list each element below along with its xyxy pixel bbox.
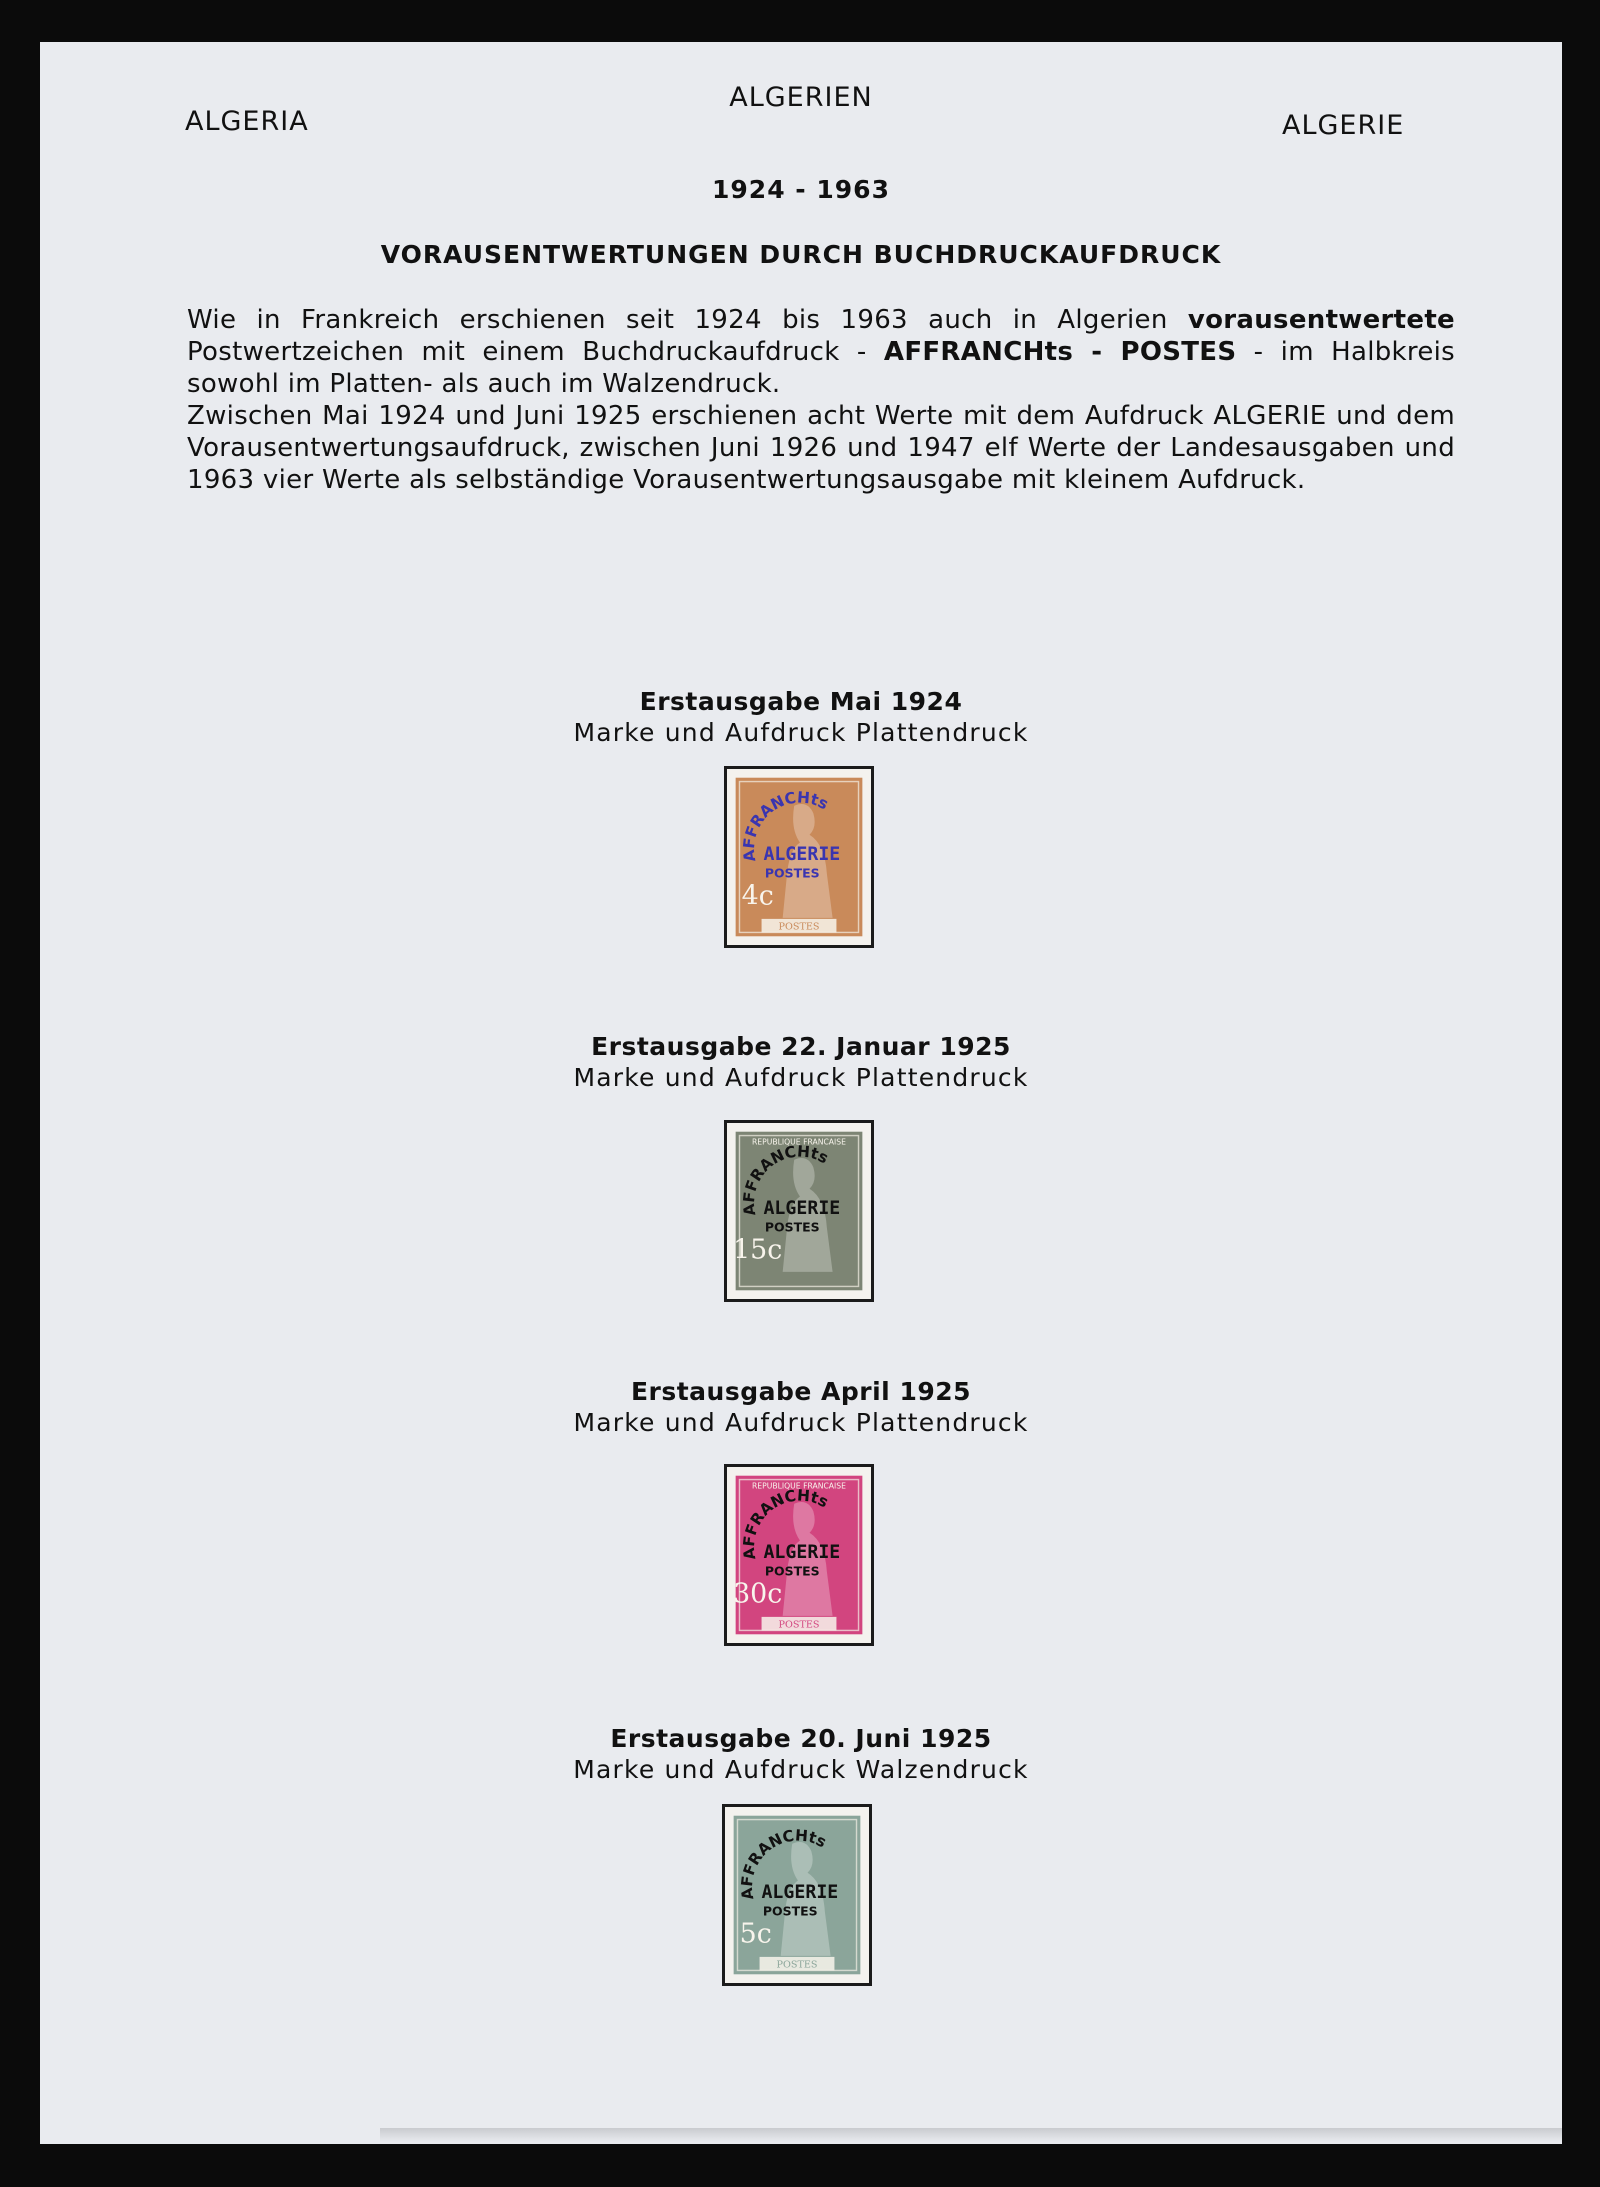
year-range: 1924 - 1963 <box>712 175 890 204</box>
stamp-top-inscription: REPUBLIQUE FRANCAISE <box>751 1137 847 1147</box>
intro-text-1e: - im Halbkreis sowohl im Platten- als auch im Walzendruck. <box>187 337 1455 399</box>
stamp-value: 15c <box>733 1234 783 1266</box>
issue-block-3 <box>40 1377 1562 1437</box>
overprint-country-text: ALGERIE <box>761 1881 839 1903</box>
overprint-arc-text: AFFRANCHts <box>739 788 832 863</box>
overprint-arc-text: AFFRANCHts <box>737 1826 830 1901</box>
issue-subtitle: Marke und Aufdruck Walzendruck <box>573 1755 1029 1784</box>
stamp-value: 5c <box>739 1918 772 1950</box>
overprint-postes-text: POSTES <box>762 1903 818 1919</box>
stamp-top-inscription: REPUBLIQUE FRANCAISE <box>751 1481 847 1491</box>
issue-subtitle: Marke und Aufdruck Plattendruck <box>573 718 1029 747</box>
stamp-drawing <box>727 1123 871 1299</box>
stamp-bottom-inscription: POSTES <box>778 921 820 933</box>
issue-subtitle: Marke und Aufdruck Plattendruck <box>573 1408 1029 1437</box>
intro-text <box>187 304 1455 496</box>
issue-block-1 <box>40 687 1562 747</box>
intro-text-1a: Wie in Frankreich erschienen seit 1924 bis 1963 auch in Algerien <box>187 305 1188 335</box>
page-title: VORAUSENTWERTUNGEN DURCH BUCHDRUCKAUFDRUCK <box>380 240 1222 269</box>
stamp-image <box>722 1804 872 1986</box>
header-right-country: ALGERIE <box>1282 110 1405 141</box>
overprint-country-text: ALGERIE <box>763 1197 841 1219</box>
overprint-arc-text: AFFRANCHts <box>739 1486 832 1561</box>
issue-title: Erstausgabe April 1925 <box>630 1377 972 1406</box>
stamp-bottom-inscription: POSTES <box>776 1959 818 1971</box>
stamp-bottom-inscription: POSTES <box>778 1619 820 1631</box>
header-center-country: ALGERIEN <box>729 82 873 113</box>
overprint-arc-text: AFFRANCHts <box>739 1142 832 1217</box>
issue-block-4 <box>40 1724 1562 1784</box>
stamp-value: 4c <box>741 880 774 912</box>
stamp-image <box>724 766 874 948</box>
overprint-postes-text: POSTES <box>764 1563 820 1579</box>
issue-title: Erstausgabe 20. Juni 1925 <box>610 1724 992 1753</box>
issue-subtitle: Marke und Aufdruck Plattendruck <box>573 1063 1029 1092</box>
intro-paragraph-1 <box>187 304 1455 400</box>
stamp-drawing <box>725 1807 869 1983</box>
stamp-drawing <box>727 1467 871 1643</box>
intro-bold-2: AFFRANCHts - POSTES <box>883 337 1237 367</box>
overprint-postes-text: POSTES <box>764 1219 820 1235</box>
page-edge-shadow <box>380 2128 1562 2142</box>
stamp-drawing <box>727 769 871 945</box>
stamp-image <box>724 1464 874 1646</box>
overprint-country-text: ALGERIE <box>763 1541 841 1563</box>
overprint-country-text: ALGERIE <box>763 843 841 865</box>
stamp-image <box>724 1120 874 1302</box>
album-page <box>40 42 1562 2144</box>
intro-text-1c: Postwertzeichen mit einem Buchdruckaufdruck - <box>187 337 884 367</box>
overprint-postes-text: POSTES <box>764 865 820 881</box>
intro-paragraph-2: Zwischen Mai 1924 und Juni 1925 erschienen acht Werte mit dem Aufdruck ALGERIE und dem Vorausentwertungsaufdruck, zwischen Juni 1926 und 1947 elf Werte der Landesausgaben und 1963 vier Werte als selbständige Vorausentwertungsausgabe mit kleinem Aufdruck. <box>187 401 1455 495</box>
issue-title: Erstausgabe Mai 1924 <box>639 687 963 716</box>
issue-block-2 <box>40 1032 1562 1092</box>
intro-bold-1: vorausentwertete <box>1187 305 1455 335</box>
issue-title: Erstausgabe 22. Januar 1925 <box>591 1032 1011 1061</box>
stamp-value: 30c <box>733 1578 783 1610</box>
header-left-country: ALGERIA <box>185 106 309 137</box>
